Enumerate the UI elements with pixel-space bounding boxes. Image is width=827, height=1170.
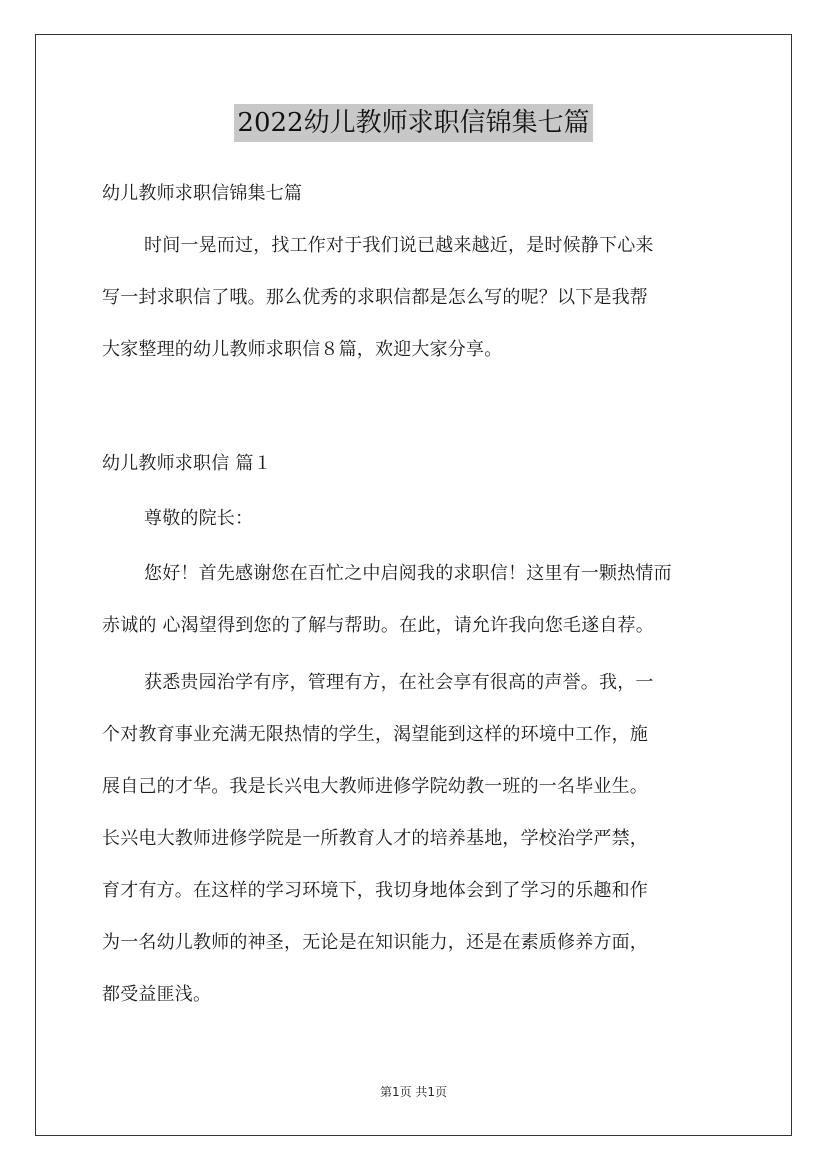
paragraph-line: 育才有方。在这样的学习环境下，我切身地体会到了学习的乐趣和作: [102, 880, 648, 901]
paragraph-1: [102, 548, 742, 652]
intro-line: 时间一晃而过，找工作对于我们说已越来越近，是时候静下心来: [144, 235, 654, 256]
paragraph-2: [102, 657, 742, 1021]
paragraph-line: 获悉贵园治学有序，管理有方，在社会享有很高的声誉。我，一: [144, 672, 654, 693]
subtitle: 幼儿教师求职信锦集七篇: [102, 183, 303, 204]
page-number: 第1页 共1页: [379, 1085, 448, 1099]
paragraph-line: 个对教育事业充满无限热情的学生，渴望能到这样的环境中工作，施: [102, 724, 648, 745]
paragraph-line: 都受益匪浅。: [102, 984, 212, 1005]
salutation-line: [102, 493, 742, 545]
intro-line: 大家整理的幼儿教师求职信８篇，欢迎大家分享。: [102, 339, 503, 360]
section-heading: 幼儿教师求职信 篇１: [102, 453, 272, 474]
intro-paragraph: [102, 220, 742, 376]
intro-line: 写一封求职信了哦。那么优秀的求职信都是怎么写的呢？以下是我帮: [102, 287, 648, 308]
section-heading-line: [102, 438, 742, 490]
document-title: 2022幼儿教师求职信锦集七篇: [234, 104, 592, 142]
paragraph-line: 为一名幼儿教师的神圣，无论是在知识能力，还是在素质修养方面，: [102, 932, 648, 953]
paragraph-line: 长兴电大教师进修学院是一所教育人才的培养基地，学校治学严禁，: [102, 828, 648, 849]
paragraph-line: 展自己的才华。我是长兴电大教师进修学院幼教一班的一名毕业生。: [102, 776, 648, 797]
paragraph-line: 赤诚的 心渴望得到您的了解与帮助。在此，请允许我向您毛遂自荐。: [102, 615, 654, 636]
salutation: 尊敬的院长：: [144, 508, 254, 529]
paragraph-line: 您好！首先感谢您在百忙之中启阅我的求职信！这里有一颗热情而: [144, 563, 672, 584]
page-footer: [0, 1083, 827, 1101]
title-block: [0, 104, 827, 142]
subtitle-line: [102, 168, 742, 220]
